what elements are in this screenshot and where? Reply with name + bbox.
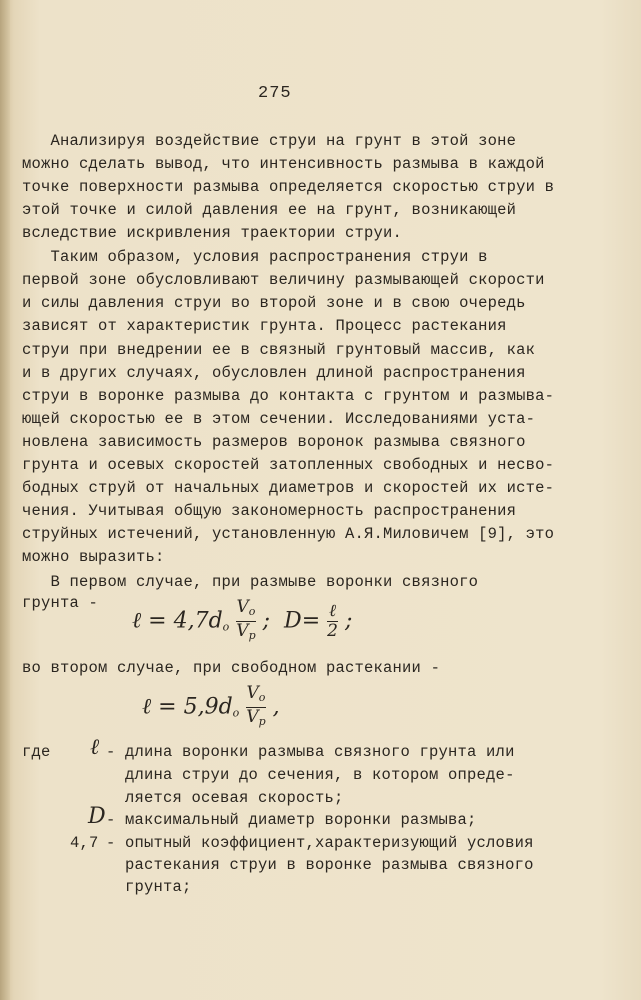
formula1-velocity-fraction — [236, 598, 255, 645]
formula1-end: ; — [344, 608, 353, 634]
text-line: струйных истечений, установленную А.Я.Миловичем [9], это — [22, 525, 555, 543]
text-line: Анализируя воздействие струи на грунт в этой зоне — [22, 132, 517, 150]
line-second-case: во втором случае, при свободном растекании - — [22, 659, 441, 677]
formula1-denominator2: 2 — [327, 621, 338, 641]
formula-second-case — [142, 684, 280, 731]
text-line: можно выразить: — [22, 548, 165, 566]
formula1-eq: = — [301, 608, 321, 634]
text-line: ющей скоростью ее в этом сечении. Исследованиями уста- — [22, 410, 536, 428]
text-line: первой зоне обусловливают величину размывающей скорости — [22, 271, 545, 289]
text-line: Таким образом, условия распространения струи в — [22, 248, 488, 266]
formula2-numerator-sub: o — [258, 691, 266, 704]
page-number: 275 — [258, 84, 292, 103]
page-binding-shadow — [0, 0, 10, 1000]
text-line: вследствие искривления траектории струи. — [22, 224, 403, 242]
formula1-numerator-sub: o — [248, 605, 256, 618]
formula1-d-sub: o — [222, 620, 230, 634]
legend-k-line: растекания струи в воронке размыва связного — [106, 856, 534, 874]
legend-l-symbol: ℓ — [90, 735, 100, 760]
formula1-separator: ; — [262, 608, 271, 634]
formula1-numerator2: ℓ — [328, 601, 337, 621]
text-line: струи при внедрении ее в связный грунтовый массив, как — [22, 341, 536, 359]
legend-l-line: - длина воронки размыва связного грунта или — [106, 743, 515, 761]
text-line: и в других случаях, обусловлен длиной распространения — [22, 364, 526, 382]
formula2-d-sub: o — [232, 706, 240, 720]
formula2-d: d — [218, 694, 233, 720]
text-line: зависят от характеристик грунта. Процесс растекания — [22, 317, 507, 335]
formula1-D: D — [284, 608, 302, 634]
formula-first-case — [132, 598, 352, 645]
formula1-denominator: V — [236, 621, 249, 641]
formula2-denominator-sub: p — [258, 715, 266, 728]
formula2-lhs: ℓ = 5,9 — [142, 694, 219, 720]
legend-k-symbol: 4,7 — [70, 834, 99, 852]
text-line: и силы давления струи во второй зоне и в свою очередь — [22, 294, 526, 312]
formula1-lhs: ℓ = 4,7 — [132, 608, 209, 634]
formula1-denominator-sub: p — [248, 629, 256, 642]
text-line: грунта - — [22, 594, 99, 612]
text-line: грунта и осевых скоростей затопленных свободных и несво- — [22, 456, 555, 474]
formula1-numerator: V — [236, 597, 249, 617]
text-line: В первом случае, при размыве воронки связного — [22, 573, 479, 591]
text-line: бодных струй от начальных диаметров и скоростей их исте- — [22, 479, 555, 497]
text-line: точке поверхности размыва определяется скоростью струи в — [22, 178, 555, 196]
legend-k-line: - опытный коэффициент,характеризующий условия — [106, 834, 534, 852]
formula2-denominator: V — [246, 707, 259, 727]
text-line: струи в воронке размыва до контакта с грунтом и размыва- — [22, 387, 555, 405]
legend-k-line: грунта; — [106, 878, 192, 896]
formula2-numerator: V — [246, 683, 259, 703]
formula1-diameter-fraction — [327, 602, 338, 641]
formula2-end: , — [272, 694, 280, 720]
text-line: чения. Учитывая общую закономерность распространения — [22, 502, 517, 520]
text-line: этой точке и силой давления ее на грунт, возникающей — [22, 201, 517, 219]
legend-d-symbol: D — [88, 804, 106, 829]
formula1-d: d — [208, 608, 223, 634]
text-line: можно сделать вывод, что интенсивность размыва в каждой — [22, 155, 545, 173]
legend-l-line: длина струи до сечения, в котором опреде- — [106, 766, 515, 784]
legend-where: где — [22, 743, 51, 761]
legend-l-line: ляется осевая скорость; — [106, 789, 344, 807]
text-line: новлена зависимость размеров воронок размыва связного — [22, 433, 526, 451]
formula2-velocity-fraction — [246, 684, 265, 731]
legend-d-definition: - максимальный диаметр воронки размыва; — [106, 811, 477, 829]
